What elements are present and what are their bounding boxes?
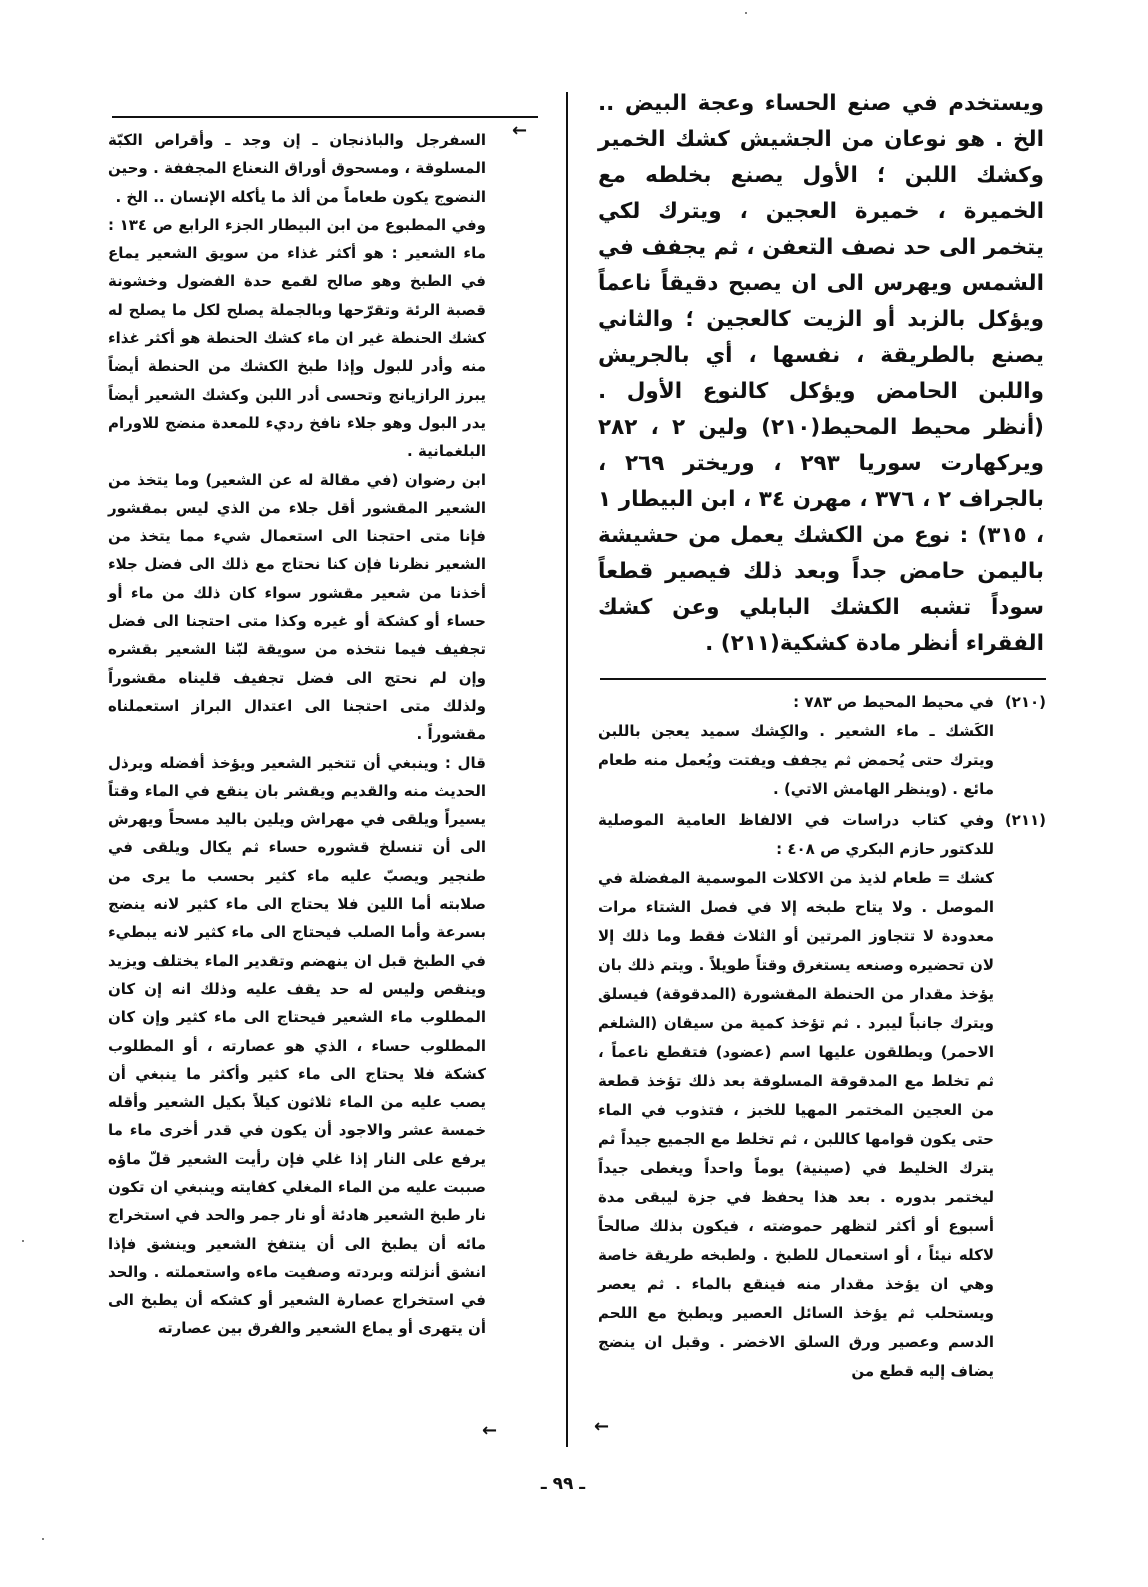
right-column-main-text bbox=[598, 86, 1044, 662]
scan-speck bbox=[42, 1538, 44, 1540]
left-paragraph: وفي المطبوع من ابن البيطار الجزء الرابع ص ١٣٤ : ماء الشعير : هو أكثر غذاء من سويق الشعير يماع في الطبخ وهو صالح لقمع حدة الفضول وخشونة قصبة الرئة وتقرّحها وبالجملة يصلح لكل ما يصلح له كشك الحنطة غير ان ماء كشك الحنطة هو أكثر غذاء منه وأدر للبول وإذا طبخ الكشك من الحنطة أيضاً يبرز الرازيانج وتحسى أدر اللبن وكشك الشعير أيضاً يدر البول وهو جلاء نافخ رديء للمعدة منضج للاورام البلغمانية . bbox=[108, 215, 486, 461]
left-paragraph: قال : وينبغي أن تتخير الشعير ويؤخذ أفضله ويرذل الحديث منه والقديم ويقشر بان ينقع في الماء وقتاً يسيراً ويلقى في مهراش ويلين باليد مسحاً ويهرش الى أن تنسلخ قشوره حساء ثم يكال ويلقى في طنجير ويصبّ عليه ماء كثير بحسب ما يرى من صلابته أما اللين فلا يحتاج الى ماء كثير لانه ينضج بسرعة وأما الصلب فيحتاج الى ماء كثير لانه يبطيء في الطبخ قبل ان ينهضم وتقدير الماء يختلف ويزيد وينقص وليس له حد يقف عليه وذلك انه إن كان المطلوب ماء الشعير فيحتاج الى ماء كثير وإن كان المطلوب حساء ، الذي هو عصارته ، أو المطلوب كشكة فلا يحتاج الى ماء كثير وأكثر ما ينبغي أن يصب عليه من الماء ثلاثون كيلاً بكيل الشعير وأقله خمسة عشر والاجود أن يكون في قدر أخرى ماء ما يرفع على النار إذا غلي فإن رأيت الشعير قلّ ماؤه صببت عليه من الماء المغلي كفايته وينبغي ان تكون نار طبخ الشعير هادئة أو نار جمر والحد في استخراج مائه أن يطبخ الى أن ينتفخ الشعير وينشق فإذا انشق أنزلته وبردته وصفيت ماءه واستعملته . والحد في استخراج عصارة الشعير أو كشكه أن يطبخ الى أن يتهرى أو يماع الشعير والفرق بين عصارته bbox=[108, 753, 486, 1338]
right-paragraph: ويستخدم في صنع الحساء وعجة البيض .. الخ . هو نوعان من الجشيش كشك الخمير وكشك اللبن ؛ الأول يصنع بخلطه مع الخميرة ، خميرة العجين ، ويترك لكي يتخمر الى حد نصف التعفن ، ثم يجفف في الشمس ويهرس الى ان يصبح دقيقاً ناعماً ويؤكل بالزبد أو الزيت كالعجين ؛ والثاني يصنع بالطريقة ، نفسها ، أي بالجريش واللبن الحامض ويؤكل كالنوع الأول . (أنظر محيط المحيط(٢١٠) ولين ٢ ، ٢٨٢ ويركهارت سوريا ٢٩٣ ، وريختر ٢٦٩ ، بالجراف ٢ ، ٣٧٦ ، مهرن ٣٤ ، ابن البيطار ١ ، ٣١٥) : نوع من الكشك يعمل من حشيشة باليمن حامض جداً وبعد ذلك فيصير قطعاً سوداً تشبه الكشك البابلي وعن كشك الفقراء أنظر مادة كشكية(٢١١) . bbox=[598, 91, 1045, 656]
scan-speck bbox=[22, 1240, 24, 1242]
footnotes bbox=[598, 688, 1046, 1388]
scan-speck bbox=[745, 12, 747, 14]
continuation-arrow-icon: ← bbox=[482, 1420, 498, 1441]
left-paragraph: ابن رضوان (في مقالة له عن الشعير) وما يتخذ من الشعير المقشور أقل جلاء من الذي ليس بمقشور فإنا متى احتجنا الى استعمال شيء مما يتخذ من الشعير نظرنا فإن كنا نحتاج مع ذلك الى فضل جلاء أخذنا من شعير مقشور سواء كان ذلك من ماء أو حساء أو كشكة أو غيره وكذا متى احتجنا الى فضل تجفيف فيما نتخذه من سويقة لبّنا الشعير بقشره وإن لم نحتج الى فضل تجفيف قليناه مقشوراً ولذلك متى احتجنا الى اعتدال البراز استعملناه مقشوراً . bbox=[108, 470, 486, 744]
top-rule bbox=[112, 116, 538, 118]
footnote-number: (٢١٠) bbox=[1004, 693, 1046, 711]
column-divider bbox=[566, 92, 568, 1447]
footnote-head: في محيط المحيط ص ٧٨٣ : bbox=[793, 693, 994, 711]
left-column-text bbox=[108, 126, 486, 1343]
continuation-arrow-icon: ← bbox=[594, 1416, 610, 1437]
left-paragraph: السفرجل والباذنجان ـ إن وجد ـ وأقراص الكبّة المسلوقة ، ومسحوق أوراق النعناع المجففة . وحين النضوج يكون طعاماً من ألذ ما يأكله الإنسان .. الخ . bbox=[108, 131, 486, 206]
footnote-separator bbox=[600, 678, 1046, 680]
continuation-arrow-icon: ← bbox=[512, 120, 528, 141]
footnote-body: الكَشك ـ ماء الشعير . والكِشك سميد يعجن باللبن ويترك حتى يُحمض ثم يجفف ويفتت ويُعمل منه طعام مائع . (وينظر الهامش الاتي) . bbox=[598, 722, 994, 798]
footnote-number: (٢١١) bbox=[1004, 811, 1046, 829]
footnote-211 bbox=[598, 806, 1046, 1386]
footnote-body: كشك = طعام لذيذ من الاكلات الموسمية المفضلة في الموصل . ولا يتاح طبخه إلا في فصل الشتاء مرات معدودة لا تتجاوز المرتين أو الثلاث فقط وما ذلك إلا لان تحضيره وصنعه يستغرق وقتاً طويلاً . ويتم ذلك بان يؤخذ مقدار من الحنطة المقشورة (المدقوقة) فيسلق ويترك جانباً ليبرد . ثم تؤخذ كمية من سيقان (الشلغم الاحمر) ويطلقون عليها اسم (عضود) فتقطع ناعماً ، ثم تخلط مع المدقوقة المسلوقة بعد ذلك تؤخذ قطعة من العجين المختمر المهيا للخبز ، فتذوب في الماء حتى يكون قوامها كاللبن ، ثم تخلط مع الجميع جيداً ثم يترك الخليط في (صينية) يوماً واحداً ويغطى جيداً ليختمر بدوره . بعد هذا يحفظ في جزة ليبقى مدة أسبوع أو أكثر لتظهر حموضته ، فيكون بذلك صالحاً لاكله نيئاً ، أو استعمال للطبخ . ولطبخه طريقة خاصة وهي ان يؤخذ مقدار منه فينقع بالماء . ثم يعصر ويستحلب ثم يؤخذ السائل العصير ويطبخ مع اللحم الدسم وعصير ورق السلق الاخضر . وقبل ان ينضج يضاف إليه قطع من bbox=[598, 869, 994, 1380]
footnote-head: وفي كتاب دراسات في الالفاظ العامية الموصلية للدكتور حازم البكري ص ٤٠٨ : bbox=[598, 811, 994, 858]
footnote-210 bbox=[598, 688, 1046, 804]
page-number: ـ ٩٩ ـ bbox=[540, 1474, 586, 1494]
